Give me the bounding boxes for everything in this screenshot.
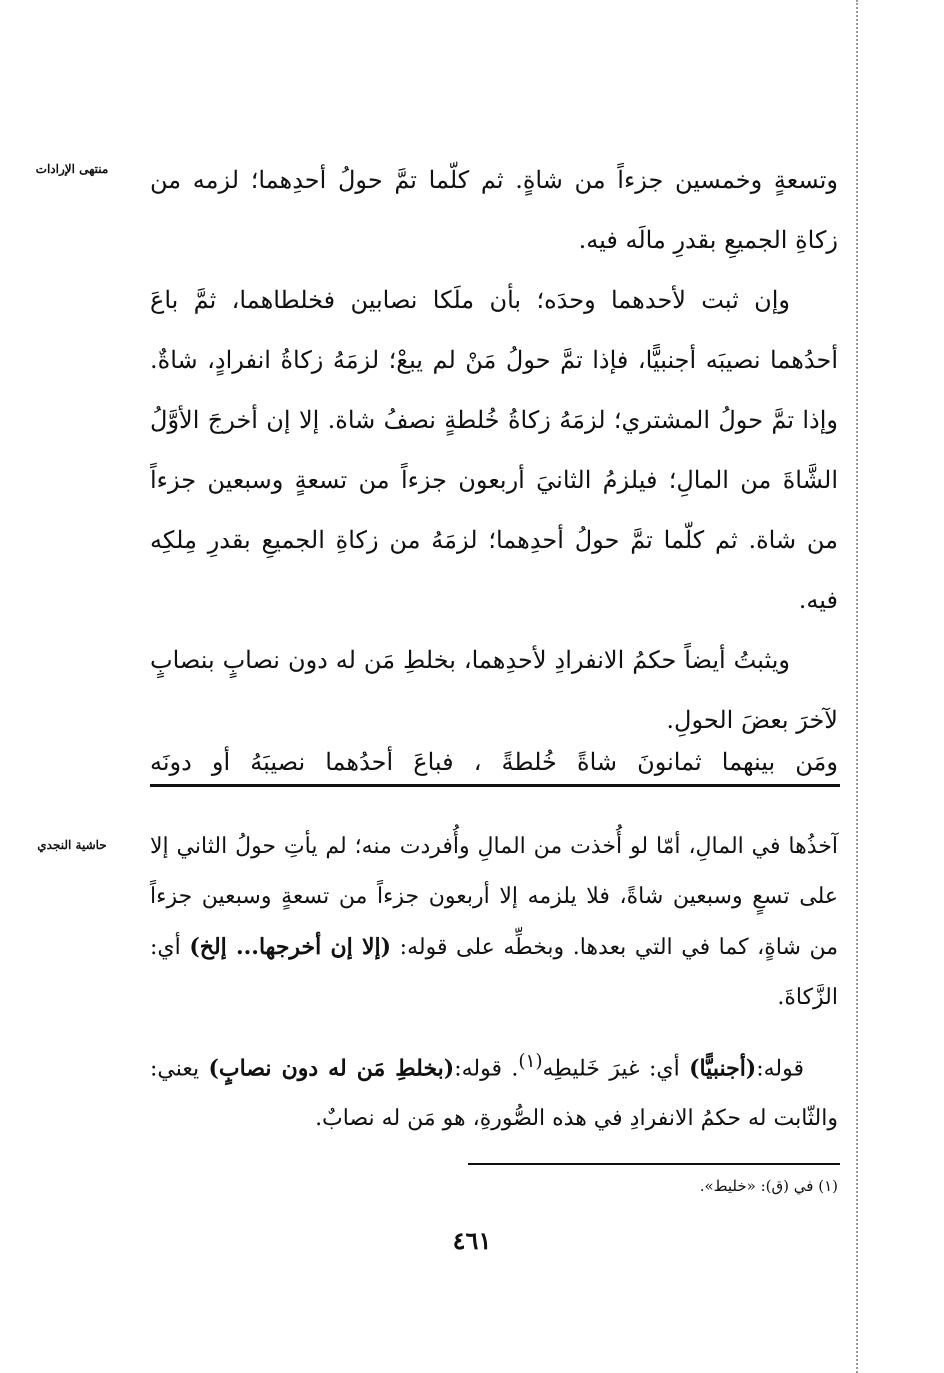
commentary-p2-lemma-2: (بخلطِ مَن له دون نصابٍ) bbox=[208, 1055, 455, 1082]
footnote-marker: (١) bbox=[518, 1051, 543, 1072]
footnote-separator-rule bbox=[468, 1163, 840, 1165]
commentary-p2-after: . قوله: bbox=[454, 1056, 519, 1082]
commentary-p2-end: يعني: والثّابت له حكمُ الانفرادِ في هذه الصُّورةِ، هو مَن له نصابٌ. bbox=[150, 1056, 838, 1132]
margin-dotted-rule bbox=[856, 0, 858, 1373]
commentary-p2-start: قوله: bbox=[756, 1056, 805, 1082]
main-last-line: ومَن بينهما ثمانونَ شاةً خُلطةً ، فباعَ أحدُهما نصيبَهُ أو دونَه bbox=[150, 748, 838, 776]
side-label-muntaha: منتهى الإرادات bbox=[35, 162, 109, 176]
footnote: (١) في (ق): «خليط». bbox=[699, 1177, 838, 1195]
commentary-p1-end: أي: الزَّكاةَ. bbox=[150, 935, 838, 1010]
main-paragraph-1: وتسعةٍ وخمسين جزءاً من شاةٍ. ثم كلّما تمَّ حولُ أحدِهما؛ لزمه من زكاةِ الجميعِ بقدرِ مالَه فيه. bbox=[150, 166, 838, 254]
commentary-text bbox=[150, 822, 838, 1144]
main-separator-rule bbox=[150, 784, 840, 787]
main-text bbox=[150, 150, 838, 750]
commentary-p2-mid: أي: غيرَ خَليطِه bbox=[542, 1056, 690, 1082]
side-label-hashiya: حاشية النجدي bbox=[37, 838, 107, 852]
commentary-paragraph-1 bbox=[150, 822, 838, 1023]
commentary-paragraph-2 bbox=[150, 1037, 838, 1144]
commentary-p2-lemma-1: (أجنبيًّا) bbox=[689, 1055, 757, 1082]
page-number: ٤٦١ bbox=[452, 1226, 492, 1255]
main-paragraph-2: وإن ثبت لأحدهما وحدَه؛ بأن ملَكا نصابين فخلطاهما، ثمَّ باعَ أحدُهما نصيبَه أجنبيًّا، فإذا تمَّ حولُ مَنْ لم يبعْ؛ لزمَهُ زكاةُ انفرادٍ، شاةٌ. وإذا تمَّ حولُ المشتري؛ لزمَهُ زكاةُ خُلطةٍ نصفُ شاة. إلا إن أخرجَ الأوَّلُ الشَّاةَ من المالِ؛ فيلزمُ الثانيَ أربعون جزءاً من تسعةٍ وسبعين جزءاً من شاة. ثم كلّما تمَّ حولُ أحدِهما؛ لزمَهُ من زكاةِ الجميعِ بقدرِ مِلكِه فيه. bbox=[150, 286, 838, 614]
commentary-p1-text: آخذُها في المالِ، أمّا لو أُخذت من المالِ وأُفردت منه؛ لم يأتِ حولُ الثاني إلا على تسعٍ وسبعين شاةً، فلا يلزمه إلا أربعون جزءاً من تسعةٍ وسبعين جزءاً من شاةٍ، كما في التي بعدها. وبخطِّه على قوله: bbox=[150, 834, 839, 960]
main-paragraph-3: ويثبتُ أيضاً حكمُ الانفرادِ لأحدِهما، بخلطِ مَن له دون نصابٍ بنصابٍ لآخرَ بعضَ الحولِ. bbox=[150, 646, 838, 734]
commentary-p1-lemma: (إلا إن أخرجها... إلخ) bbox=[189, 934, 392, 960]
